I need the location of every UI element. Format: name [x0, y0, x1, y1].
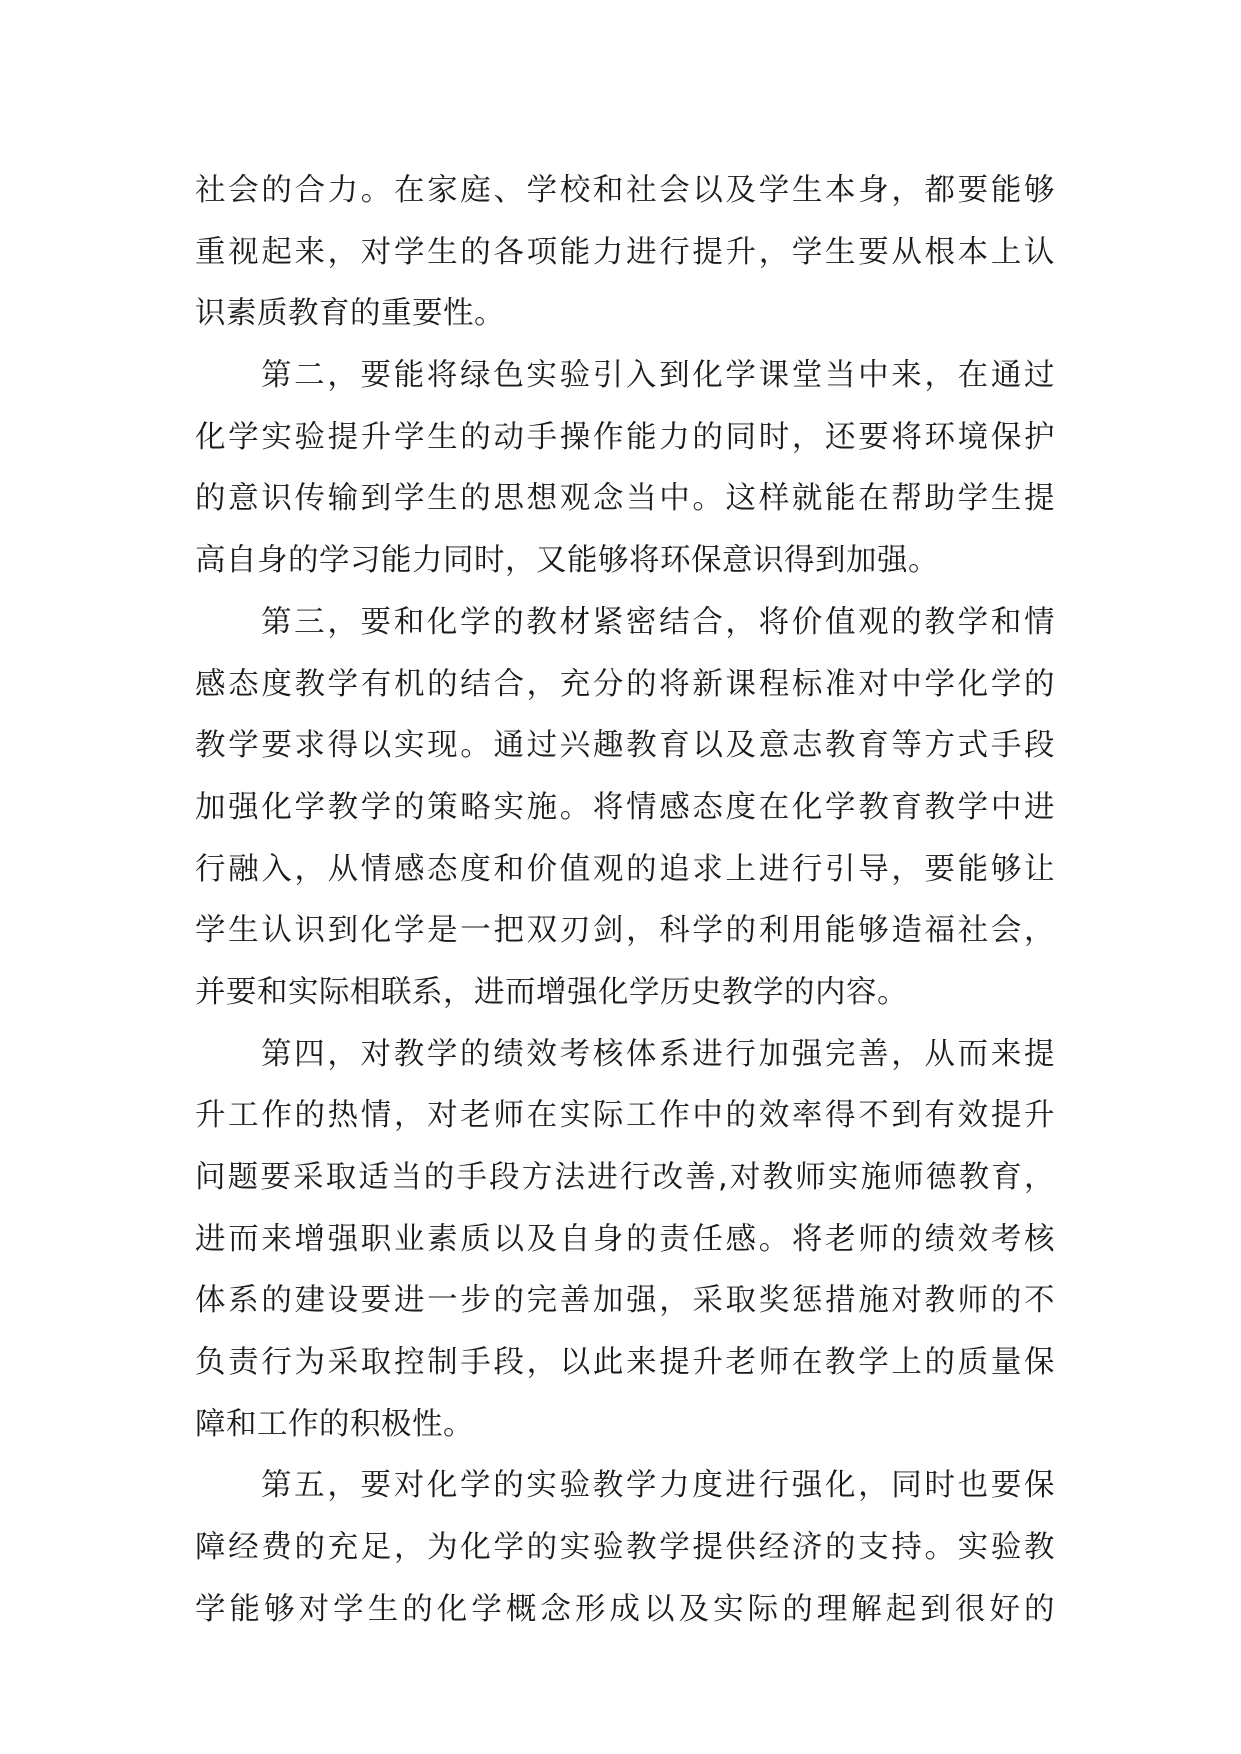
- text-line: 问题要采取适当的手段方法进行改善,对教师实施师德教育，: [195, 1160, 1055, 1195]
- text-line: 学能够对学生的化学概念形成以及实际的理解起到很好的: [195, 1591, 1055, 1627]
- text-line: 重视起来，对学生的各项能力进行提升，学生要从根本上认: [195, 234, 1055, 270]
- text-line: 行融入，从情感态度和价值观的追求上进行引导，要能够让: [195, 851, 1055, 887]
- text-line: 感态度教学有机的结合，充分的将新课程标准对中学化学的: [195, 666, 1055, 702]
- text-line: 第三，要和化学的教材紧密结合，将价值观的教学和情: [261, 604, 1055, 640]
- text-line: 识素质教育的重要性。: [195, 296, 505, 332]
- text-line: 社会的合力。在家庭、学校和社会以及学生本身，都要能够: [195, 173, 1055, 208]
- text-line: 负责行为采取控制手段，以此来提升老师在教学上的质量保: [195, 1345, 1055, 1381]
- body-text: [195, 160, 1055, 1641]
- text-line: 体系的建设要进一步的完善加强，采取奖惩措施对教师的不: [195, 1283, 1055, 1319]
- text-line: 教学要求得以实现。通过兴趣教育以及意志教育等方式手段: [195, 728, 1055, 764]
- text-line: 化学实验提升学生的动手操作能力的同时，还要将环境保护: [195, 419, 1055, 455]
- text-line: 第五，要对化学的实验教学力度进行强化，同时也要保: [261, 1468, 1055, 1504]
- text-line: 第二，要能将绿色实验引入到化学课堂当中来，在通过: [261, 358, 1055, 394]
- text-line: 进而来增强职业素质以及自身的责任感。将老师的绩效考核: [195, 1221, 1055, 1257]
- text-line: 高自身的学习能力同时，又能够将环保意识得到加强。: [195, 543, 939, 579]
- text-line: 升工作的热情，对老师在实际工作中的效率得不到有效提升: [195, 1098, 1055, 1134]
- text-line: 障和工作的积极性。: [195, 1406, 474, 1442]
- text-line: 第四，对教学的绩效考核体系进行加强完善，从而来提: [261, 1036, 1055, 1072]
- text-line: 的意识传输到学生的思想观念当中。这样就能在帮助学生提: [195, 481, 1055, 517]
- text-line: 加强化学教学的策略实施。将情感态度在化学教育教学中进: [195, 789, 1055, 825]
- text-line: 并要和实际相联系，进而增强化学历史教学的内容。: [195, 974, 908, 1010]
- text-line: 障经费的充足，为化学的实验教学提供经济的支持。实验教: [195, 1530, 1055, 1566]
- text-line: 学生认识到化学是一把双刃剑，科学的利用能够造福社会，: [195, 913, 1055, 949]
